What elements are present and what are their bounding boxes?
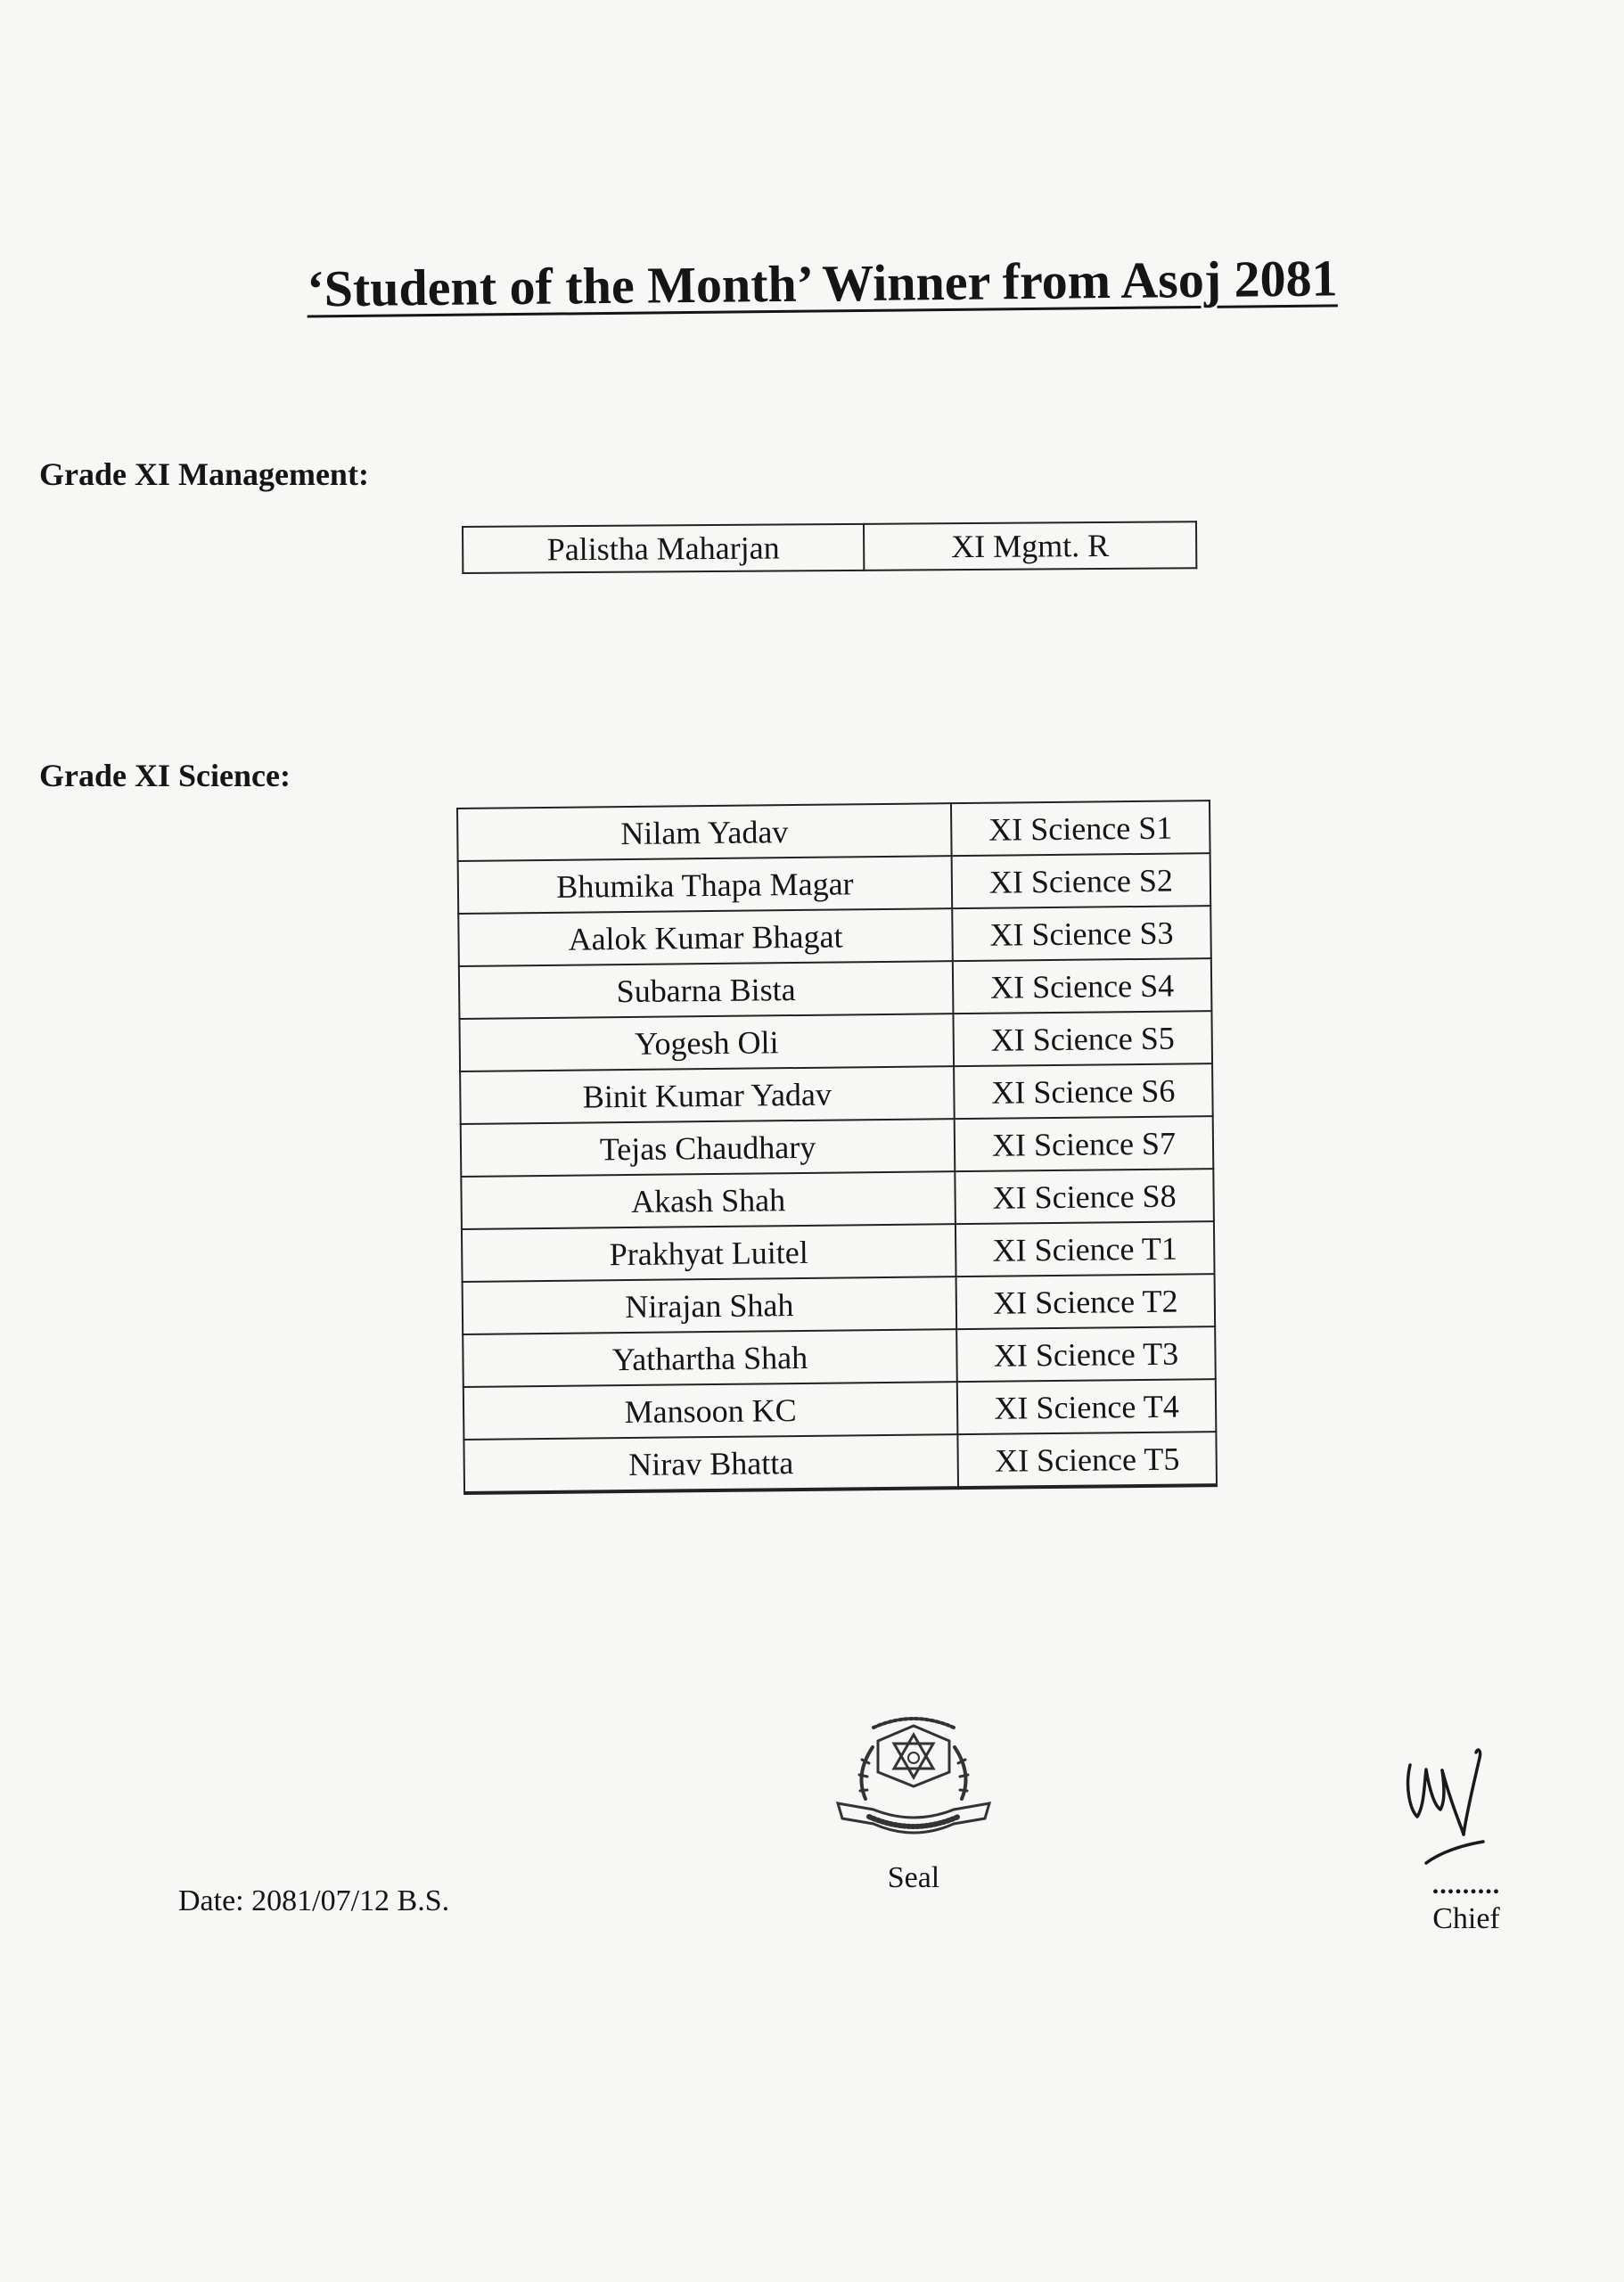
class-cell: XI Science T4: [957, 1379, 1217, 1434]
class-cell: XI Science S4: [953, 958, 1212, 1014]
table-row: [461, 1169, 1214, 1229]
table-row: [459, 1011, 1212, 1071]
class-cell: XI Mgmt. R: [864, 521, 1196, 570]
student-name-cell: Palistha Maharjan: [463, 524, 864, 573]
student-name-cell: Yathartha Shah: [463, 1329, 957, 1387]
table-row: [458, 906, 1211, 966]
student-name-cell: Mansoon KC: [463, 1382, 958, 1440]
student-name-cell: Subarna Bista: [459, 961, 954, 1019]
science-heading: Grade XI Science:: [39, 758, 291, 793]
class-cell: XI Science S8: [955, 1169, 1214, 1224]
table-row: [460, 1063, 1213, 1124]
signature-icon: [1390, 1720, 1542, 1872]
student-name-cell: Akash Shah: [461, 1171, 956, 1229]
seal-label: Seal: [887, 1861, 940, 1894]
seal-block: [833, 1710, 994, 1893]
chief-label: Chief: [1432, 1902, 1500, 1935]
signature-line: .........: [1431, 1870, 1501, 1900]
class-cell: XI Science S6: [954, 1063, 1213, 1119]
management-table: [462, 521, 1197, 574]
class-cell: XI Science S3: [952, 906, 1211, 961]
student-name-cell: Nirajan Shah: [463, 1276, 957, 1334]
student-name-cell: Aalok Kumar Bhagat: [458, 908, 953, 966]
management-heading: Grade XI Management:: [39, 456, 369, 492]
class-cell: XI Science S7: [955, 1116, 1214, 1171]
table-row: [458, 853, 1211, 914]
table-row: [461, 1116, 1214, 1177]
table-row: [463, 1326, 1216, 1387]
table-row: [463, 1432, 1217, 1493]
class-cell: XI Science T1: [956, 1221, 1215, 1276]
table-row: [462, 1221, 1215, 1282]
class-cell: XI Science T5: [957, 1432, 1217, 1488]
table-row: [457, 800, 1210, 861]
student-name-cell: Tejas Chaudhary: [461, 1119, 956, 1177]
class-cell: XI Science S5: [953, 1011, 1212, 1066]
management-rows: [463, 521, 1196, 573]
student-name-cell: Binit Kumar Yadav: [460, 1066, 955, 1124]
chief-signature-block: [1386, 1720, 1546, 1934]
table-row: [459, 958, 1212, 1019]
class-cell: XI Science T2: [956, 1274, 1216, 1329]
issue-date: Date: 2081/07/12 B.S.: [178, 1884, 450, 1917]
science-table: [456, 800, 1218, 1495]
student-name-cell: Nirav Bhatta: [463, 1434, 958, 1493]
student-name-cell: Yogesh Oli: [459, 1014, 954, 1071]
student-name-cell: Bhumika Thapa Magar: [458, 856, 953, 914]
student-name-cell: Prakhyat Luitel: [462, 1224, 956, 1282]
class-cell: XI Science T3: [956, 1326, 1216, 1382]
class-cell: XI Science S1: [951, 800, 1210, 856]
school-seal-icon: [833, 1710, 994, 1861]
student-name-cell: Nilam Yadav: [457, 803, 952, 861]
class-cell: XI Science S2: [952, 853, 1211, 908]
page-title: ‘Student of the Month’ Winner from Asoj 2081: [306, 249, 1338, 318]
science-rows: [457, 800, 1217, 1493]
table-row: [463, 1274, 1216, 1334]
table-row: [463, 521, 1196, 573]
table-row: [463, 1379, 1217, 1440]
